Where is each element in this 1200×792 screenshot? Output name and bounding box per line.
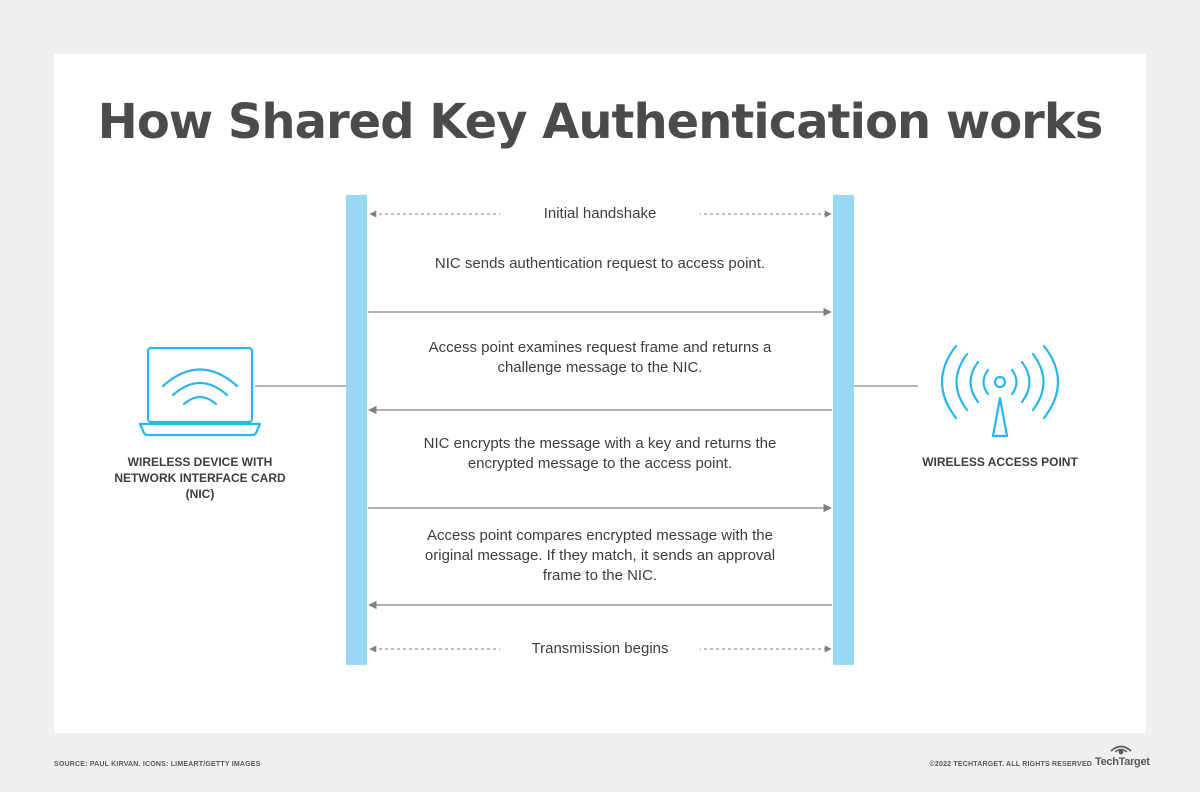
handshake-start-label: Initial handshake [500, 205, 700, 222]
step-3-line-1: NIC encrypts the message with a key and returns the [423, 435, 777, 452]
wireless-antenna-icon [942, 346, 1058, 436]
client-label-line-1: WIRELESS DEVICE WITH [127, 455, 273, 469]
step-2-line-1: Access point examines request frame and returns a [428, 339, 772, 356]
client-label-line-2: NETWORK INTERFACE CARD [114, 471, 286, 485]
step-2-text [380, 338, 820, 378]
step-1-text [380, 254, 820, 274]
step-1-line-1: NIC sends authentication request to access point. [434, 255, 766, 272]
handshake-end-label: Transmission begins [500, 640, 700, 657]
page-title: How Shared Key Authentication works [97, 94, 1103, 150]
step-4-line-2: original message. If they match, it sends an approval [424, 547, 776, 564]
step-3-text [380, 434, 820, 474]
client-label-line-3: (NIC) [185, 487, 215, 501]
source-credit: SOURCE: PAUL KIRVAN. ICONS: LIMEART/GETTY IMAGES [54, 761, 261, 768]
access-point-label: WIRELESS ACCESS POINT [922, 455, 1078, 469]
step-4-text [380, 526, 820, 586]
step-2-line-2: challenge message to the NIC. [497, 359, 703, 376]
client-label [100, 454, 300, 502]
brand-name: TechTarget [1095, 756, 1150, 768]
step-4-line-1: Access point compares encrypted message with the [426, 527, 773, 544]
step-4-line-3: frame to the NIC. [542, 567, 658, 584]
laptop-wifi-icon [140, 348, 260, 435]
techtarget-logo [1095, 742, 1150, 772]
copyright-notice: ©2022 TECHTARGET. ALL RIGHTS RESERVED [929, 761, 1092, 768]
step-3-line-2: encrypted message to the access point. [467, 455, 733, 472]
